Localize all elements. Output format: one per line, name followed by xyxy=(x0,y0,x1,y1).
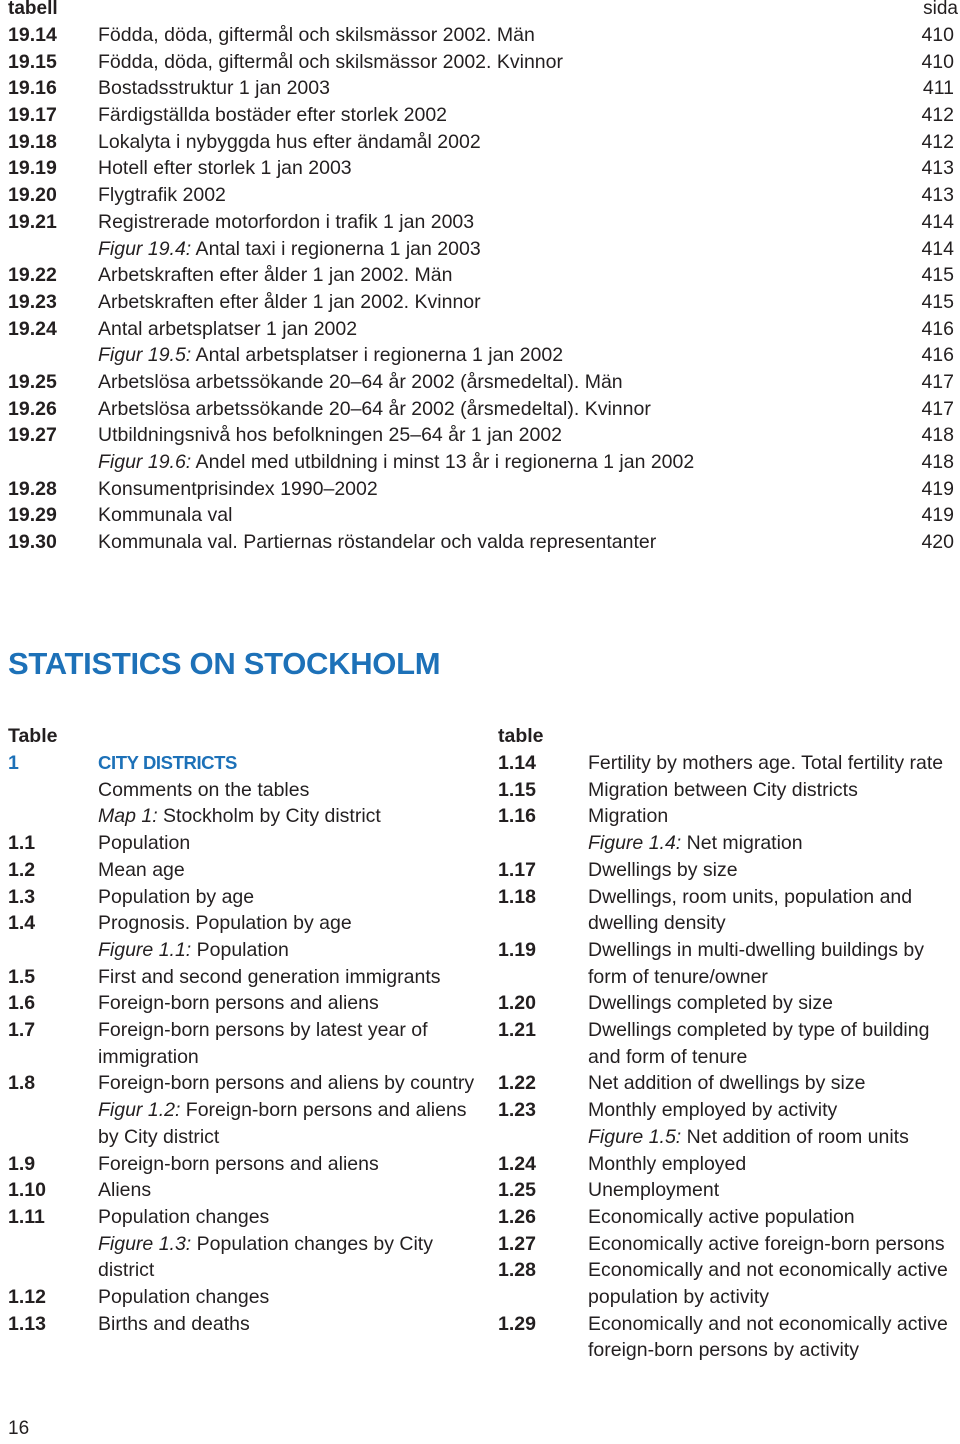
entry-title xyxy=(588,1070,953,1097)
toc-row-title-text: Konsumentprisindex 1990–2002 xyxy=(98,477,378,500)
entry-number: 1.7 xyxy=(8,1019,36,1042)
toc-row-number: 19.19 xyxy=(8,157,57,180)
entry-title-text: Population xyxy=(191,938,289,961)
entry-title xyxy=(98,1151,478,1178)
toc-row-page: 411 xyxy=(922,77,954,100)
entry-title-text: First and second generation immigrants xyxy=(98,965,441,988)
entry-title-text: Population xyxy=(98,832,191,855)
toc-row-page: 416 xyxy=(921,344,954,367)
toc-row-page: 417 xyxy=(921,397,954,420)
toc-row-number: 19.21 xyxy=(8,210,57,233)
toc-row-title xyxy=(98,49,563,76)
toc-row-page: 410 xyxy=(921,50,954,73)
entry-title-text: Aliens xyxy=(98,1179,152,1202)
entry-title-text: Foreign-born persons and aliens by City district xyxy=(98,1099,467,1148)
table-entry[interactable] xyxy=(8,1151,478,1178)
toc-row-number: 19.30 xyxy=(8,531,57,554)
entry-number: 1.26 xyxy=(498,1205,536,1228)
entry-title xyxy=(588,1231,953,1258)
toc-row[interactable] xyxy=(8,22,958,49)
entry-title xyxy=(98,1070,478,1097)
toc-row-title xyxy=(98,529,656,556)
toc-row-title xyxy=(98,236,481,263)
entry-title xyxy=(98,1177,478,1204)
entry-title xyxy=(98,1284,478,1311)
entry-number: 1.22 xyxy=(498,1072,536,1095)
entry-title xyxy=(98,803,478,830)
table-entry[interactable] xyxy=(498,750,953,777)
toc-row-title xyxy=(98,369,623,396)
toc-row[interactable] xyxy=(8,155,958,182)
page-number: 16 xyxy=(8,1418,30,1439)
toc-row-title xyxy=(98,342,563,369)
toc-row-figure-label: Figur 19.4: xyxy=(98,237,192,260)
toc-row-title xyxy=(98,102,447,129)
entry-title xyxy=(98,830,478,857)
left-col-head: Table xyxy=(8,725,58,747)
entry-title-text: Net migration xyxy=(681,832,803,855)
entry-number: 1.15 xyxy=(498,778,536,801)
entry-number: 1.24 xyxy=(498,1152,536,1175)
entry-number: 1.11 xyxy=(8,1205,45,1228)
toc-row-page: 415 xyxy=(921,264,954,287)
toc-row-page: 414 xyxy=(921,237,954,260)
toc-row[interactable] xyxy=(8,529,958,556)
toc-row-title xyxy=(98,316,357,343)
toc-row[interactable] xyxy=(8,289,958,316)
toc-row-page: 420 xyxy=(921,531,954,554)
toc-row[interactable] xyxy=(8,449,958,476)
table-entry[interactable] xyxy=(8,937,478,964)
entry-number: 1 xyxy=(8,752,19,774)
table-entry[interactable] xyxy=(498,884,953,937)
toc-row-page: 410 xyxy=(921,24,954,46)
table-entry[interactable] xyxy=(8,1231,478,1284)
entry-title-text: Foreign-born persons and aliens xyxy=(98,1152,379,1175)
toc-row-title xyxy=(98,75,330,102)
entry-title-text: Dwellings completed by type of building and form of tenure xyxy=(588,1019,930,1068)
toc-row[interactable] xyxy=(8,182,958,209)
entry-title-text: Dwellings in multi-dwelling buildings by form of tenure/owner xyxy=(588,938,924,988)
entry-number: 1.14 xyxy=(498,752,536,774)
entry-figure-label: Figure 1.4: xyxy=(588,832,682,855)
toc-row[interactable] xyxy=(8,476,958,503)
page-title: STATISTICS ON STOCKHOLM xyxy=(8,646,441,681)
toc-row[interactable] xyxy=(8,262,958,289)
toc-row-title-text: Födda, döda, giftermål och skilsmässor 2002. Kvinnor xyxy=(98,50,563,73)
toc-row-number: 19.18 xyxy=(8,130,57,153)
entry-number: 1.28 xyxy=(498,1259,536,1282)
toc-row-page: 419 xyxy=(921,477,954,500)
toc-row-page: 412 xyxy=(921,104,954,127)
entry-title xyxy=(98,937,478,964)
table-entry[interactable] xyxy=(498,990,953,1017)
entry-title xyxy=(98,777,478,804)
toc-row-title-text: Antal taxi i regionerna 1 jan 2003 xyxy=(191,237,481,260)
entry-title-text: Population by age xyxy=(98,885,255,908)
toc-row-page: 417 xyxy=(921,370,954,393)
toc-row-title-text: Kommunala val xyxy=(98,504,233,527)
entry-number: 1.20 xyxy=(498,992,536,1015)
table-entry[interactable] xyxy=(498,1097,953,1124)
entry-number: 1.8 xyxy=(8,1072,36,1095)
table-entry[interactable] xyxy=(498,1177,953,1204)
toc-row[interactable] xyxy=(8,236,958,263)
toc-row-title-text: Kommunala val. Partiernas röstandelar och valda representanter xyxy=(98,531,657,554)
entry-number: 1.27 xyxy=(498,1232,536,1255)
entry-title-text: Net addition of dwellings by size xyxy=(588,1072,866,1095)
section-heading[interactable] xyxy=(8,750,478,777)
toc-row-title-text: Antal arbetsplatser i regionerna 1 jan 2002 xyxy=(191,344,564,367)
toc-row[interactable] xyxy=(8,102,958,129)
toc-row-number: 19.28 xyxy=(8,477,57,500)
entry-title xyxy=(98,750,478,777)
toc-row-title-text: Födda, döda, giftermål och skilsmässor 2002. Män xyxy=(98,24,535,46)
entry-number: 1.17 xyxy=(498,858,536,881)
entry-number: 1.16 xyxy=(498,805,536,828)
toc-row-number: 19.20 xyxy=(8,184,57,207)
entry-title-text: Stockholm by City district xyxy=(157,805,381,828)
toc-row-number: 19.23 xyxy=(8,290,57,313)
entry-title-text: Migration xyxy=(588,805,669,828)
toc-row-page: 413 xyxy=(921,184,954,207)
toc-row[interactable] xyxy=(8,342,958,369)
toc-row-title-text: Bostadsstruktur 1 jan 2003 xyxy=(98,77,330,100)
toc-row-title-text: Arbetskraften efter ålder 1 jan 2002. Kvinnor xyxy=(98,290,481,313)
toc-row-number: 19.17 xyxy=(8,104,57,127)
toc-row[interactable] xyxy=(8,316,958,343)
toc-row-title-text: Andel med utbildning i minst 13 år i regionerna 1 jan 2002 xyxy=(191,451,695,473)
table-entry[interactable] xyxy=(8,1070,478,1097)
table-entry[interactable] xyxy=(8,1311,478,1338)
entry-title xyxy=(98,1097,478,1150)
entry-figure-label: Map 1: xyxy=(98,805,158,828)
toc-row-title-text: Arbetskraften efter ålder 1 jan 2002. Män xyxy=(98,264,453,287)
toc-row-title-text: Lokalyta i nybyggda hus efter ändamål 2002 xyxy=(98,130,481,153)
table-entry[interactable] xyxy=(498,1151,953,1178)
toc-row[interactable] xyxy=(8,396,958,423)
table-entry[interactable] xyxy=(498,1124,953,1151)
toc-row[interactable] xyxy=(8,422,958,449)
left-column xyxy=(8,722,478,1337)
entry-title-text: Economically and not economically active foreign-born persons by activity xyxy=(588,1312,948,1362)
table-entry[interactable] xyxy=(498,857,953,884)
table-entry[interactable] xyxy=(8,803,478,830)
toc-row-title xyxy=(98,476,378,503)
toc-col-table: tabell xyxy=(8,0,58,19)
toc-row-number: 19.24 xyxy=(8,317,57,340)
entry-title xyxy=(98,1017,478,1070)
table-entry[interactable] xyxy=(8,964,478,991)
entry-number: 1.23 xyxy=(498,1099,536,1122)
entry-title xyxy=(588,937,953,990)
toc-row-figure-label: Figur 19.5: xyxy=(98,344,192,367)
entry-number: 1.13 xyxy=(8,1312,46,1335)
entry-title xyxy=(98,884,478,911)
entry-title-text: Dwellings, room units, population and dwelling density xyxy=(588,885,913,935)
entry-title xyxy=(588,1257,953,1310)
toc-row-title xyxy=(98,22,535,49)
toc-row-number: 19.29 xyxy=(8,504,57,527)
toc-row-title-text: Utbildningsnivå hos befolkningen 25–64 år 1 jan 2002 xyxy=(98,424,563,447)
table-entry[interactable] xyxy=(498,830,953,857)
entry-title xyxy=(588,1124,953,1151)
table-entry[interactable] xyxy=(8,777,478,804)
entry-title xyxy=(588,1204,953,1231)
toc-row-title-text: Arbetslösa arbetssökande 20–64 år 2002 (årsmedeltal). Kvinnor xyxy=(98,397,651,420)
toc-row[interactable] xyxy=(8,75,958,102)
entry-title-text: Foreign-born persons and aliens xyxy=(98,992,379,1015)
entry-title xyxy=(98,964,478,991)
toc-row[interactable] xyxy=(8,209,958,236)
toc-row-title xyxy=(98,262,452,289)
entry-title xyxy=(588,990,953,1017)
toc-row-number: 19.25 xyxy=(8,370,57,393)
entry-title-text: Dwellings by size xyxy=(588,858,738,881)
table-entry[interactable] xyxy=(498,1204,953,1231)
table-entry[interactable] xyxy=(8,1177,478,1204)
entry-number: 1.9 xyxy=(8,1152,36,1175)
entry-title xyxy=(98,1231,478,1284)
entry-title-text: Monthly employed by activity xyxy=(588,1099,838,1122)
entry-title xyxy=(98,1311,478,1338)
toc-row-page: 415 xyxy=(921,290,954,313)
entry-title xyxy=(588,830,953,857)
toc-row-title xyxy=(98,449,694,476)
entry-title-text: Monthly employed xyxy=(588,1152,747,1175)
toc-row-title xyxy=(98,396,651,423)
toc-row-title xyxy=(98,209,474,236)
entry-figure-label: Figure 1.3: xyxy=(98,1232,192,1255)
toc-row-title-text: Färdigställda bostäder efter storlek 2002 xyxy=(98,104,448,127)
entry-title xyxy=(588,750,953,777)
toc-row[interactable] xyxy=(8,502,958,529)
entry-title-text: Economically and not economically active population by activity xyxy=(588,1259,948,1309)
table-entry[interactable] xyxy=(8,990,478,1017)
toc-row-figure-label: Figur 19.6: xyxy=(98,451,192,473)
table-entry[interactable] xyxy=(8,884,478,911)
entry-title-text: Unemployment xyxy=(588,1179,720,1202)
toc-col-page: sida xyxy=(923,0,958,19)
toc-row-title xyxy=(98,155,352,182)
toc-row-title xyxy=(98,289,481,316)
table-entry[interactable] xyxy=(498,803,953,830)
entry-number: 1.5 xyxy=(8,965,36,988)
entry-number: 1.4 xyxy=(8,912,36,935)
entry-title xyxy=(588,1097,953,1124)
toc-row-title xyxy=(98,502,232,529)
table-entry[interactable] xyxy=(8,910,478,937)
entry-title-text: Net addition of room units xyxy=(681,1125,909,1148)
entry-number: 1.19 xyxy=(498,938,536,961)
entry-number: 1.10 xyxy=(8,1179,46,1202)
toc-row-title-text: Flygtrafik 2002 xyxy=(98,184,226,207)
toc-row-page: 412 xyxy=(921,130,954,153)
toc-swedish xyxy=(8,0,958,556)
toc-header xyxy=(8,0,958,22)
toc-row-title xyxy=(98,129,481,156)
entry-title xyxy=(98,990,478,1017)
entry-title-text: Population changes by City district xyxy=(98,1232,433,1282)
toc-row-number: 19.14 xyxy=(8,24,57,46)
entry-title xyxy=(98,910,478,937)
table-entry[interactable] xyxy=(498,1017,953,1070)
entry-number: 1.29 xyxy=(498,1312,536,1335)
table-entry[interactable] xyxy=(8,1204,478,1231)
entry-title-text: Foreign-born persons and aliens by country xyxy=(98,1072,475,1095)
entry-number: 1.1 xyxy=(8,832,36,855)
entry-number: 1.12 xyxy=(8,1286,46,1309)
toc-row-title xyxy=(98,182,226,209)
toc-row-number: 19.26 xyxy=(8,397,57,420)
entry-title xyxy=(588,1151,953,1178)
toc-row-page: 413 xyxy=(921,157,954,180)
toc-row[interactable] xyxy=(8,49,958,76)
table-entry[interactable] xyxy=(8,1017,478,1070)
table-entry[interactable] xyxy=(498,937,953,990)
toc-row-number: 19.27 xyxy=(8,424,57,447)
toc-row-title-text: Arbetslösa arbetssökande 20–64 år 2002 (årsmedeltal). Män xyxy=(98,370,623,393)
entry-number: 1.25 xyxy=(498,1179,536,1202)
entry-number: 1.18 xyxy=(498,885,536,908)
right-column xyxy=(498,722,953,1364)
toc-row-title-text: Hotell efter storlek 1 jan 2003 xyxy=(98,157,352,180)
entry-title-text: Migration between City districts xyxy=(588,778,858,801)
table-entry[interactable] xyxy=(498,777,953,804)
table-entry[interactable] xyxy=(498,1070,953,1097)
toc-row-page: 414 xyxy=(921,210,954,233)
entry-figure-label: Figur 1.2: xyxy=(98,1099,181,1122)
toc-row-number: 19.15 xyxy=(8,50,57,73)
entry-figure-label: Figure 1.5: xyxy=(588,1125,682,1148)
toc-row-page: 416 xyxy=(921,317,954,340)
entry-number: 1.3 xyxy=(8,885,36,908)
entry-title xyxy=(588,777,953,804)
entry-number: 1.21 xyxy=(498,1019,536,1042)
toc-row-page: 419 xyxy=(921,504,954,527)
entry-title-text: Population changes xyxy=(98,1205,270,1228)
table-entry[interactable] xyxy=(8,1284,478,1311)
table-entry[interactable] xyxy=(8,857,478,884)
entry-title-text: Dwellings completed by size xyxy=(588,992,833,1015)
entry-title xyxy=(588,1017,953,1070)
entry-title-text: CITY DISTRICTS xyxy=(98,752,237,773)
toc-row[interactable] xyxy=(8,369,958,396)
entry-title xyxy=(588,1177,953,1204)
toc-row-title-text: Antal arbetsplatser 1 jan 2002 xyxy=(98,317,358,340)
table-entry[interactable] xyxy=(8,830,478,857)
table-entry[interactable] xyxy=(498,1257,953,1310)
entry-title-text: Foreign-born persons by latest year of immigration xyxy=(98,1019,428,1068)
toc-row-page: 418 xyxy=(921,451,954,473)
entry-title-text: Comments on the tables xyxy=(98,778,310,801)
entry-title-text: Economically active foreign-born persons xyxy=(588,1232,945,1255)
table-entry[interactable] xyxy=(498,1231,953,1258)
entry-number: 1.6 xyxy=(8,992,36,1015)
entry-title xyxy=(588,1311,953,1364)
entry-title xyxy=(588,857,953,884)
toc-row-number: 19.22 xyxy=(8,264,57,287)
entry-title xyxy=(588,803,953,830)
entry-title-text: Population changes xyxy=(98,1286,270,1309)
entry-title-text: Births and deaths xyxy=(98,1312,250,1335)
toc-row-title-text: Registrerade motorfordon i trafik 1 jan 2003 xyxy=(98,210,475,233)
toc-row-page: 418 xyxy=(921,424,954,447)
right-col-head: table xyxy=(498,725,544,747)
entry-title xyxy=(588,884,953,937)
toc-row[interactable] xyxy=(8,129,958,156)
entry-title-text: Mean age xyxy=(98,858,185,881)
entry-number: 1.2 xyxy=(8,858,36,881)
entry-title-text: Prognosis. Population by age xyxy=(98,912,352,935)
entry-title-text: Economically active population xyxy=(588,1205,855,1228)
toc-row-number: 19.16 xyxy=(8,77,57,100)
entry-title xyxy=(98,1204,478,1231)
toc-row-title xyxy=(98,422,562,449)
table-entry[interactable] xyxy=(8,1097,478,1150)
table-entry[interactable] xyxy=(498,1311,953,1364)
entry-figure-label: Figure 1.1: xyxy=(98,938,192,961)
entry-title-text: Fertility by mothers age. Total fertility rate xyxy=(588,752,944,774)
entry-title xyxy=(98,857,478,884)
